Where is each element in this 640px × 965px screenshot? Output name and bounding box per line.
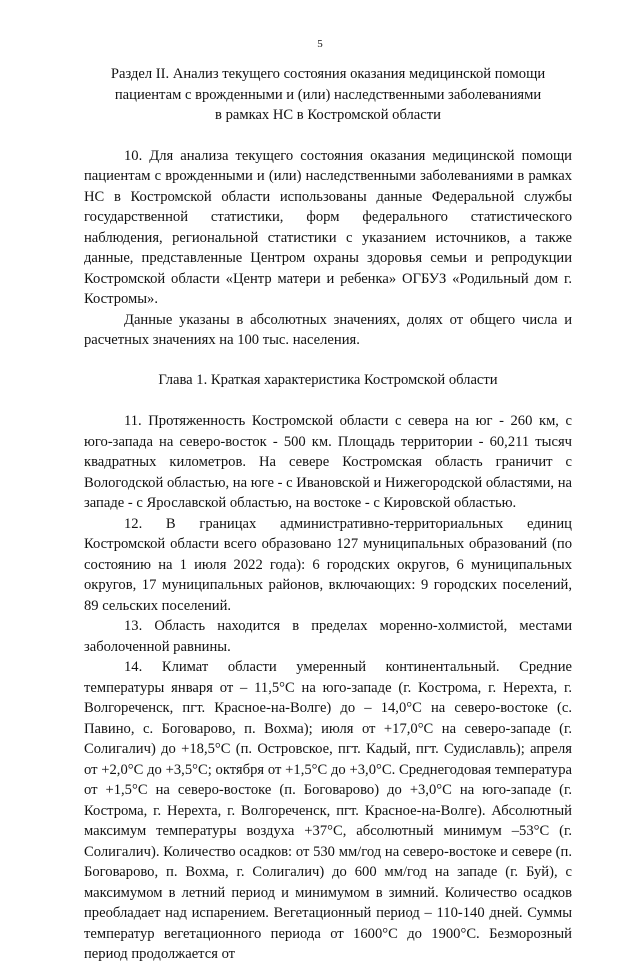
paragraph-11: 11. Протяженность Костромской области с севера на юг - 260 км, с юго-запада на северо-восток - 500 км. Площадь территории - 60,211 тысяч квадратных километров. На севере Костромская область граничит с Вологодской областью, на юге - с Ивановской и Нижегородской областями, на западе - с Ярославской областью, на востоке - с Кировской областью. xyxy=(84,413,572,511)
paragraph-12: 12. В границах административно-территориальных единиц Костромской области всего образовано 127 муниципальных образований (по состоянию на 1 июля 2022 года): 6 городских округов, 6 муниципальных округов, 17 муниципальных районов, включающих: 9 городских поселений, 89 сельских поселений. xyxy=(84,515,572,614)
paragraph-14: 14. Климат области умеренный континентальный. Средние температуры января от – 11,5°С на юго-западе (г. Кострома, г. Нерехта, г. Волгореченск, пгт. Красное-на-Волге) до – 14,0°С на северо-востоке (с. Павино, с. Боговарово, п. Вохма); июля от +17,0°С на северо-западе (г. Солигалич) до +18,5°С (п. Островское, пгт. Кадый, пгт. Судиславль); апреля от +2,0°С до +3,5°С; октября от +1,5°С до +3,0°С. Среднегодовая температура от +1,5°С на северо-востоке (п. Боговарово) до +3,0°С на юго-западе (г. Кострома, г. Нерехта, г. Волгореченск, пгт. Красное-на-Волге). Абсолютный максимум температуры воздуха +37°С, абсолютный минимум –53°С (г. Солигалич). Количество осадков: от 530 мм/год на северо-востоке и севере (п. Боговарово, п. Вохма, г. Солигалич) до 600 мм/год на западе (г. Буй), с максимумом в летний период и минимумом в зимний. Количество осадков преобладает над испарением. Вегетационный период – 110-140 дней. Суммы температур вегетационного периода от 1600°С до 1900°С. Безморозный период продолжается от xyxy=(84,659,572,962)
paragraph-data-units: Данные указаны в абсолютных значениях, долях от общего числа и расчетных значениях на 100 тыс. населения. xyxy=(84,311,572,348)
chapter-title: Глава 1. Краткая характеристика Костромской области xyxy=(158,371,498,388)
section-title-line: пациентам с врожденными и (или) наследственными заболеваниями xyxy=(114,86,542,103)
paragraph-13: 13. Область находится в пределах моренно-холмистой, местами заболоченной равнины. xyxy=(84,618,572,655)
page-number: 5 xyxy=(317,38,323,50)
document-body xyxy=(84,64,572,965)
section-title-line: в рамках НС в Костромской области xyxy=(215,107,441,123)
section-title-line: Раздел II. Анализ текущего состояния оказания медицинской помощи xyxy=(110,66,546,82)
section-title xyxy=(84,64,572,126)
paragraph-10: 10. Для анализа текущего состояния оказания медицинской помощи пациентам с врожденными и (или) наследственными заболеваниями в рамках НС в Костромской области использованы данные Федеральной службы государственной статистики, форм федерального статистического наблюдения, региональной статистики с указанием источников, а также данные, представленные Центром охраны здоровья семьи и репродукции Костромской области «Центр матери и ребенка» ОГБУЗ «Родильный дом г. Костромы». xyxy=(84,147,572,307)
